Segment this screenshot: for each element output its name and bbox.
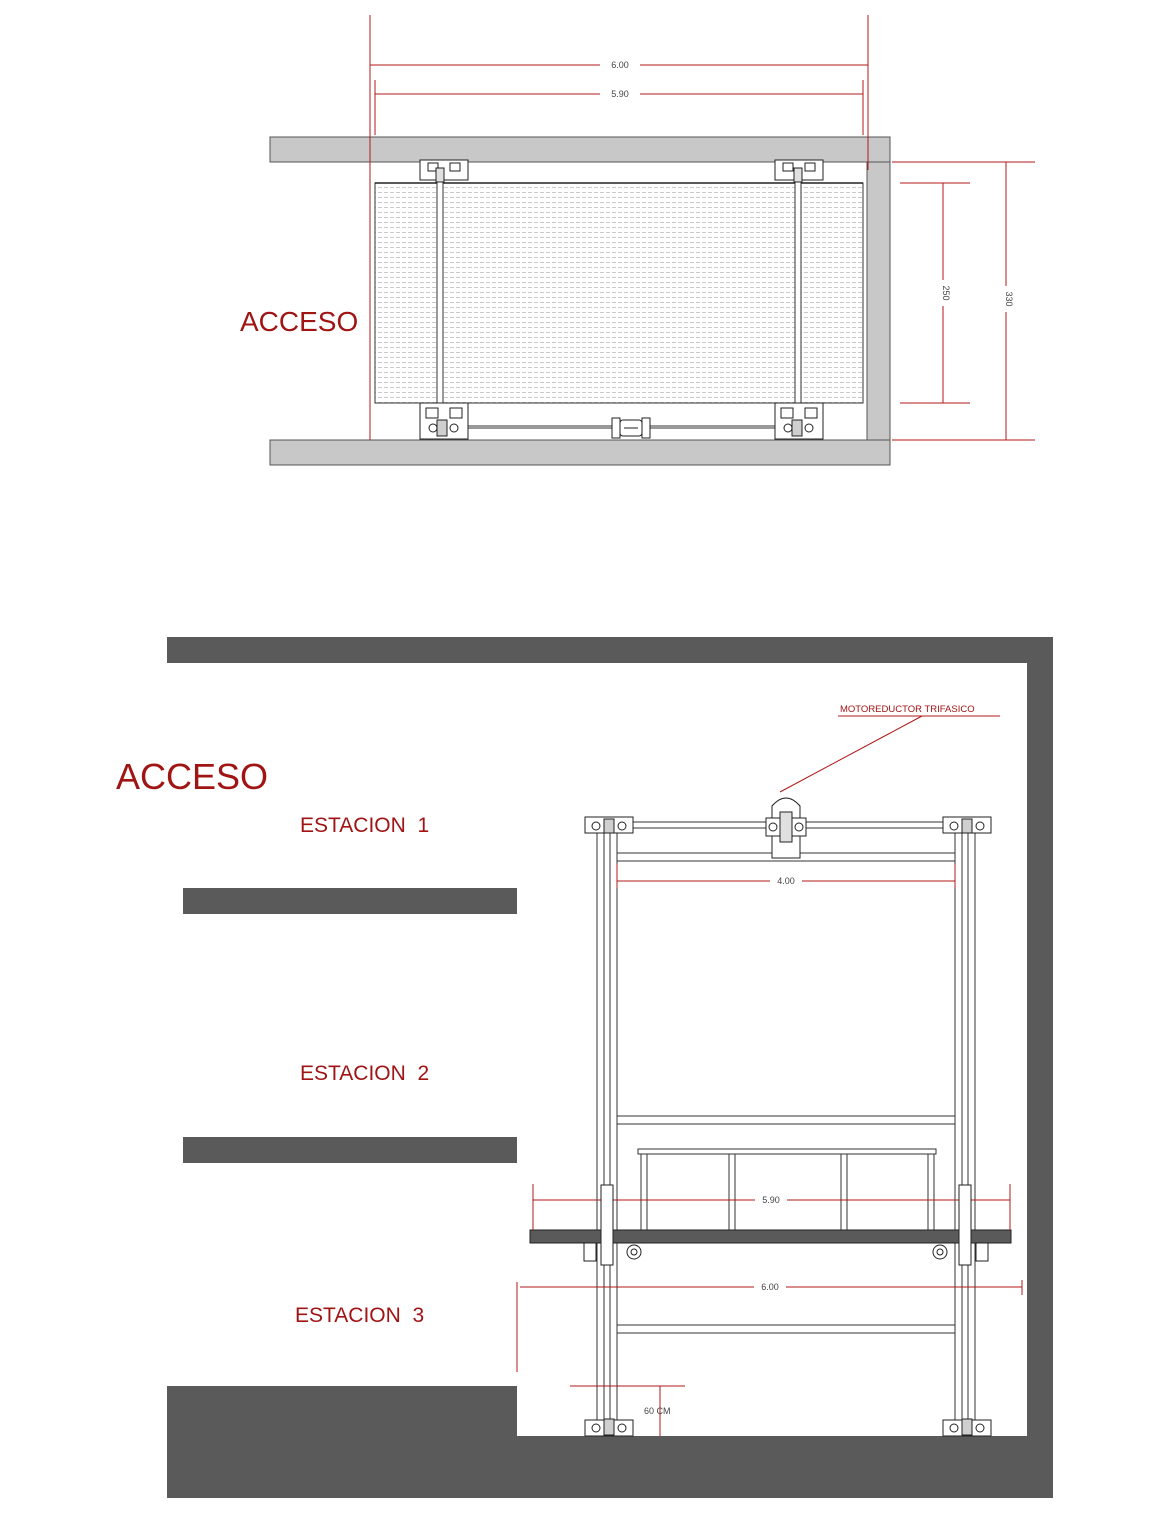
- plan-dim-inner-width: 5.90: [611, 89, 629, 99]
- section-top-pulley-right: [943, 817, 991, 833]
- section-dim-total-width: 6.00: [761, 1282, 779, 1292]
- plan-view: [240, 15, 1035, 465]
- section-slab-floor-2: [183, 1137, 517, 1163]
- section-slab-floor-1: [183, 888, 517, 914]
- plan-dim-platform-depth: 250: [941, 285, 951, 301]
- plan-platform-mesh: [375, 183, 863, 403]
- section-motor: [766, 798, 806, 858]
- section-dim-frame-width: 4.00: [777, 876, 795, 886]
- plan-guide-shoe-top-left: [420, 160, 468, 182]
- section-access-label: ACCESO: [116, 756, 269, 797]
- section-platform-shoe-right: [933, 1185, 988, 1265]
- section-dim-pit-depth: 60 CM: [644, 1406, 671, 1416]
- section-wall-top: [167, 637, 1053, 663]
- plan-dim-shaft-depth: 330: [1004, 291, 1014, 307]
- section-motor-leader: [780, 716, 922, 792]
- section-bottom-pulley-right: [943, 1419, 991, 1436]
- plan-guide-shoe-bottom-left: [420, 403, 468, 439]
- plan-wall-bottom: [270, 440, 890, 465]
- section-platform-shoe-left: [584, 1185, 641, 1265]
- section-wall-right: [1027, 637, 1053, 1498]
- plan-access-label: ACCESO: [240, 306, 359, 337]
- section-dim-platform-width: 5.90: [762, 1195, 780, 1205]
- section-cabin-railing: [638, 1149, 936, 1230]
- section-frame-post-right: [955, 832, 975, 1432]
- section-top-pulley-left: [585, 817, 633, 833]
- station-label-2: ESTACION 2: [300, 1062, 430, 1085]
- section-view: [116, 637, 1053, 1498]
- plan-wall-right: [867, 162, 890, 440]
- plan-dim-outer-width: 6.00: [611, 60, 629, 70]
- plan-guide-shoe-top-right: [775, 160, 823, 182]
- plan-motor: [612, 418, 650, 438]
- section-frame-post-left: [597, 832, 617, 1432]
- section-bottom-pulley-left: [585, 1419, 633, 1436]
- station-label-1: ESTACION 1: [300, 814, 430, 837]
- plan-guide-shoe-bottom-right: [775, 403, 823, 439]
- station-label-3: ESTACION 3: [295, 1304, 425, 1327]
- section-motor-label: MOTOREDUCTOR TRIFASICO: [840, 704, 975, 715]
- plan-wall-top: [270, 137, 890, 162]
